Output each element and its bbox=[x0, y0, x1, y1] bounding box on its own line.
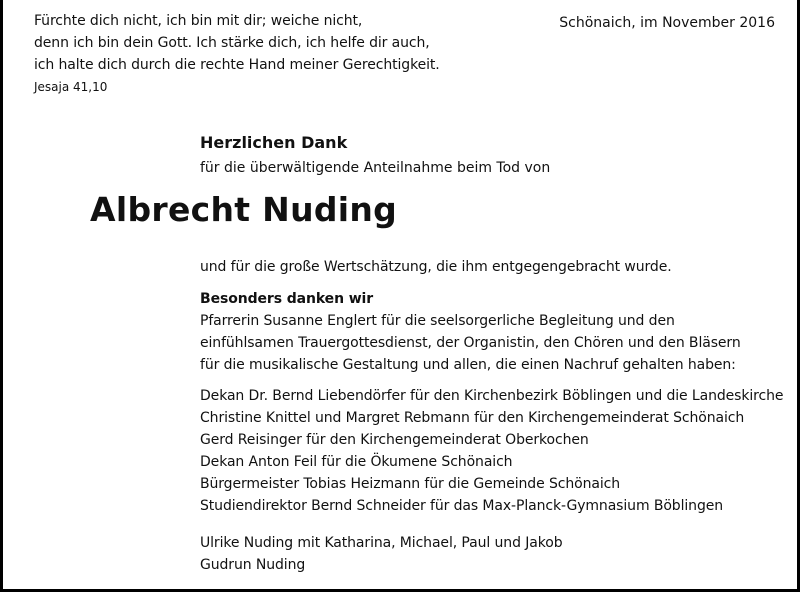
thanks-section bbox=[200, 288, 741, 376]
signatures bbox=[200, 532, 563, 576]
headline: Herzlichen Dank bbox=[200, 133, 348, 152]
list-item: Dekan Anton Feil für die Ökumene Schönaich bbox=[200, 454, 513, 470]
subline: für die überwältigende Anteilnahme beim Tod von bbox=[200, 160, 551, 176]
deceased-name: Albrecht Nuding bbox=[90, 190, 398, 229]
thanks-intro-line: einfühlsamen Trauergottesdienst, der Organistin, den Chören und den Bläsern bbox=[200, 335, 741, 351]
place-date: Schönaich, im November 2016 bbox=[559, 15, 775, 31]
list-item: Studiendirektor Bernd Schneider für das Max-Planck-Gymnasium Böblingen bbox=[200, 498, 724, 514]
thanks-list bbox=[200, 385, 783, 517]
thanks-intro-line: Pfarrerin Susanne Englert für die seelsorgerliche Begleitung und den bbox=[200, 313, 675, 329]
verse-line: Fürchte dich nicht, ich bin mit dir; weiche nicht, bbox=[34, 13, 363, 29]
thanks-heading: Besonders danken wir bbox=[200, 291, 374, 307]
bible-verse bbox=[34, 10, 440, 76]
signature-line: Gudrun Nuding bbox=[200, 557, 306, 573]
verse-line: ich halte dich durch die rechte Hand meiner Gerechtigkeit. bbox=[34, 57, 440, 73]
thanks-intro-line: für die musikalische Gestaltung und allen, die einen Nachruf gehalten haben: bbox=[200, 357, 736, 373]
list-item: Gerd Reisinger für den Kirchengemeinderat Oberkochen bbox=[200, 432, 589, 448]
verse-reference: Jesaja 41,10 bbox=[34, 80, 108, 94]
appreciation-text bbox=[200, 256, 672, 278]
list-item: Dekan Dr. Bernd Liebendörfer für den Kirchenbezirk Böblingen und die Landeskirche bbox=[200, 388, 784, 404]
appreciation-line: und für die große Wertschätzung, die ihm entgegengebracht wurde. bbox=[200, 259, 672, 275]
signature-line: Ulrike Nuding mit Katharina, Michael, Paul und Jakob bbox=[200, 535, 563, 551]
list-item: Christine Knittel und Margret Rebmann für den Kirchengemeinderat Schönaich bbox=[200, 410, 745, 426]
verse-line: denn ich bin dein Gott. Ich stärke dich, ich helfe dir auch, bbox=[34, 35, 430, 51]
obituary-notice bbox=[3, 0, 797, 589]
list-item: Bürgermeister Tobias Heizmann für die Gemeinde Schönaich bbox=[200, 476, 620, 492]
